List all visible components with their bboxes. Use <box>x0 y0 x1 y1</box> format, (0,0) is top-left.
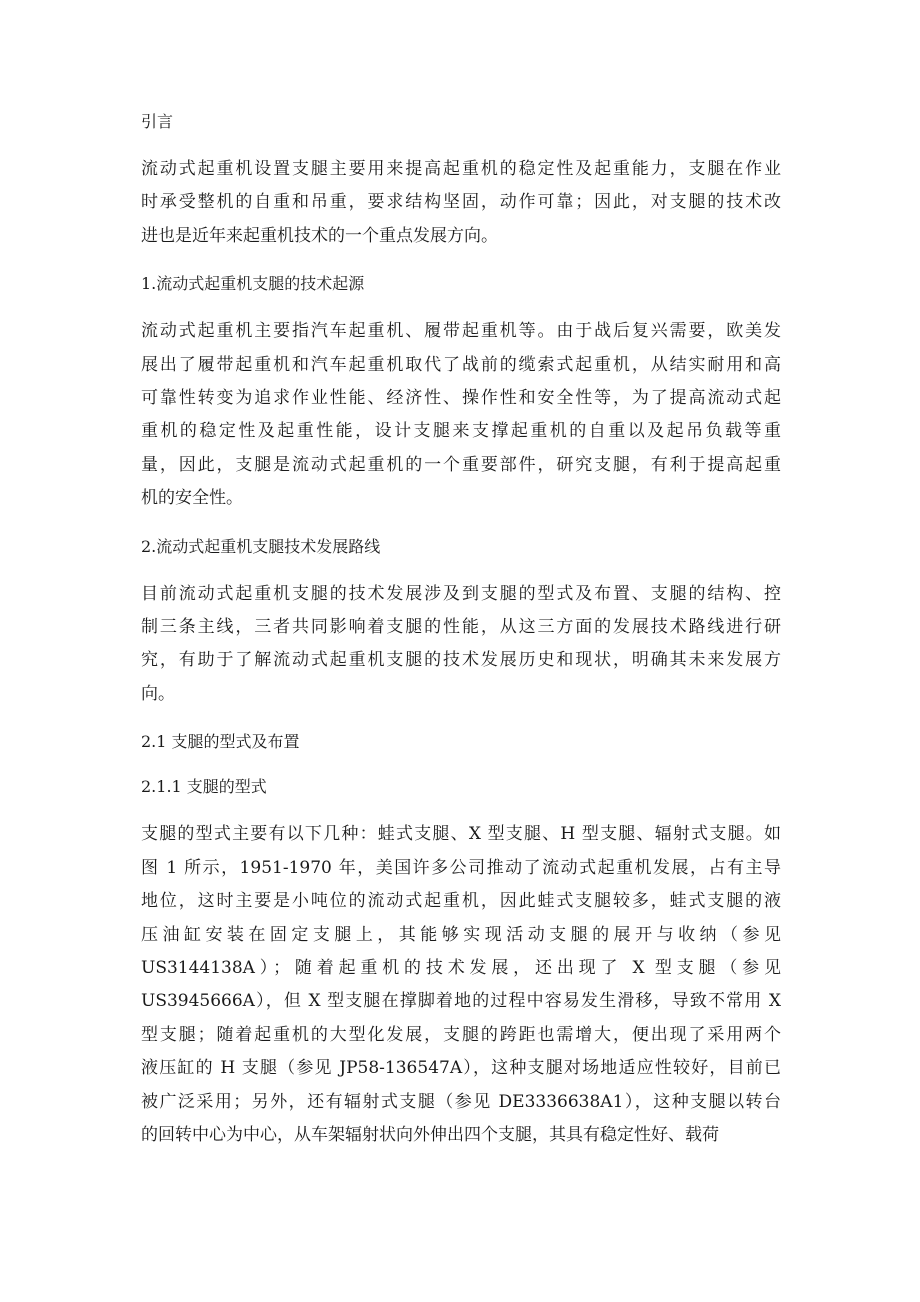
section-heading: 引言 <box>141 112 174 131</box>
section-heading: 2.1.1 支腿的型式 <box>141 777 267 797</box>
section-heading: 1.流动式起重机支腿的技术起源 <box>141 274 365 294</box>
text-line: 机的安全性。 <box>141 488 243 509</box>
text-line: 目前流动式起重机支腿的技术发展涉及到支腿的型式及布置、支腿的结构、控 <box>141 583 781 604</box>
text-line: 量，因此，支腿是流动式起重机的一个重要部件，研究支腿，有利于提高起重 <box>141 454 781 475</box>
text-line: 向。 <box>141 683 175 704</box>
text-line: 可靠性转变为追求作业性能、经济性、操作性和安全性等，为了提高流动式起 <box>141 388 781 409</box>
paragraph <box>141 315 781 515</box>
text-line: 被广泛采用；另外，还有辐射式支腿（参见 DE3336638A1），这种支腿以转台 <box>141 1091 781 1112</box>
text-line: 流动式起重机设置支腿主要用来提高起重机的稳定性及起重能力，支腿在作业 <box>141 159 781 179</box>
text-line: 重机的稳定性及起重性能，设计支腿来支撑起重机的自重以及起吊负载等重 <box>141 421 781 442</box>
text-line: 型支腿；随着起重机的大型化发展，支腿的跨距也需增大，便出现了采用两个 <box>141 1024 781 1045</box>
text-line: 图 1 所示，1951-1970 年，美国许多公司推动了流动式起重机发展，占有主导 <box>141 857 781 878</box>
text-line: 展出了履带起重机和汽车起重机取代了战前的缆索式起重机，从结实耐用和高 <box>141 354 781 375</box>
document-page <box>141 108 781 1169</box>
paragraph <box>141 818 781 1152</box>
text-line: 流动式起重机主要指汽车起重机、履带起重机等。由于战后复兴需要，欧美发 <box>141 321 781 342</box>
text-line: 究，有助于了解流动式起重机支腿的技术发展历史和现状，明确其未来发展方 <box>141 650 781 671</box>
text-line: 地位，这时主要是小吨位的流动式起重机，因此蛙式支腿较多，蛙式支腿的液 <box>141 891 781 912</box>
text-line: US3945666A），但 X 型支腿在撑脚着地的过程中容易发生滑移，导致不常用 X <box>141 991 781 1012</box>
text-line: 的回转中心为中心，从车架辐射状向外伸出四个支腿，其具有稳定性好、载荷 <box>141 1124 719 1145</box>
text-line: 制三条主线，三者共同影响着支腿的性能，从这三方面的发展技术路线进行研 <box>141 617 781 638</box>
text-line: US3144138A）；随着起重机的技术发展，还出现了 X 型支腿（参见 <box>141 957 781 978</box>
text-line: 液压缸的 H 支腿（参见 JP58-136547A），这种支腿对场地适应性较好，目前已 <box>141 1058 781 1079</box>
text-line: 时承受整机的自重和吊重，要求结构坚固，动作可靠；因此，对支腿的技术改 <box>141 192 781 213</box>
section-heading: 2.流动式起重机支腿技术发展路线 <box>141 536 381 556</box>
text-line: 支腿的型式主要有以下几种：蛙式支腿、X 型支腿、H 型支腿、辐射式支腿。如 <box>141 824 781 845</box>
text-line: 压油缸安装在固定支腿上，其能够实现活动支腿的展开与收纳（参见 <box>141 924 781 945</box>
paragraph <box>141 578 781 712</box>
section-heading: 2.1 支腿的型式及布置 <box>141 732 300 752</box>
paragraph <box>141 153 781 253</box>
text-line: 进也是近年来起重机技术的一个重点发展方向。 <box>141 225 498 246</box>
